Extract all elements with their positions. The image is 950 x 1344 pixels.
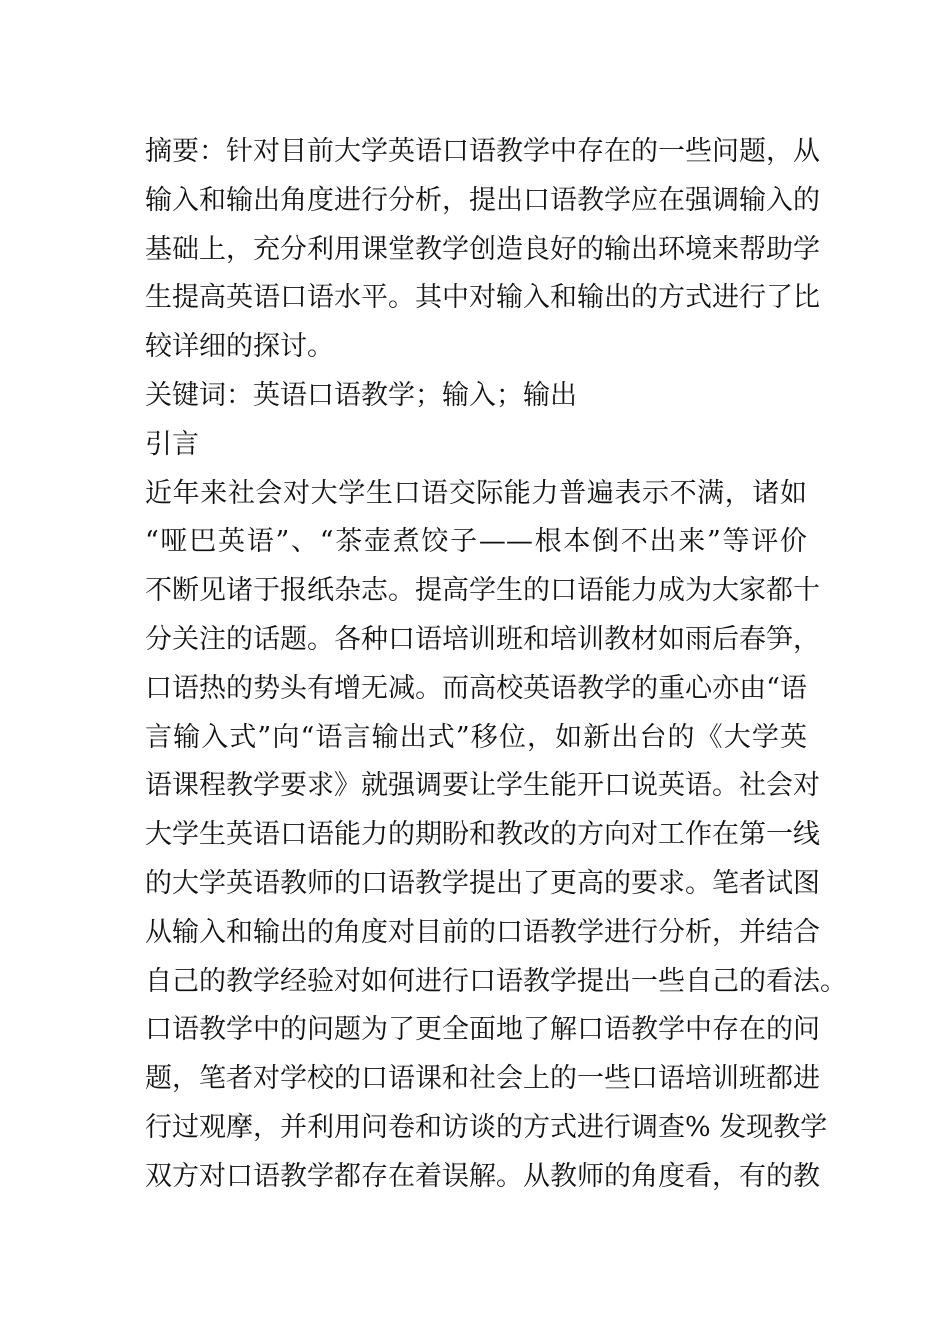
intro-line: 近年来社会对大学生口语交际能力普遍表示不满，诸如 bbox=[145, 477, 807, 509]
document-body bbox=[145, 128, 847, 1202]
abstract-line: 生提高英语口语水平。其中对输入和输出的方式进行了比 bbox=[145, 282, 820, 314]
intro-line: 从输入和输出的角度对目前的口语教学进行分析，并结合 bbox=[145, 916, 820, 948]
abstract-line: 摘要：针对目前大学英语口语教学中存在的一些问题，从 bbox=[145, 136, 820, 167]
intro-line: 不断见诸于报纸杂志。提高学生的口语能力成为大家都十 bbox=[145, 575, 820, 607]
intro-line: 自己的教学经验对如何进行口语教学提出一些自己的看法。 bbox=[145, 965, 847, 997]
abstract-line: 基础上，充分利用课堂教学创造良好的输出环境来帮助学 bbox=[145, 233, 820, 265]
problem-line: 题，笔者对学校的口语课和社会上的一些口语培训班都进 bbox=[145, 1063, 820, 1095]
intro-line: 大学生英语口语能力的期盼和教改的方向对工作在第一线 bbox=[145, 819, 820, 851]
intro-line: 的大学英语教师的口语教学提出了更高的要求。笔者试图 bbox=[145, 867, 820, 899]
intro-line: 分关注的话题。各种口语培训班和培训教材如雨后春笋， bbox=[145, 623, 820, 655]
abstract-line: 输入和输出角度进行分析，提出口语教学应在强调输入的 bbox=[145, 184, 820, 216]
keywords: 关键词：英语口语教学；输入；输出 bbox=[145, 379, 577, 411]
intro-heading: 引言 bbox=[145, 428, 199, 460]
intro-line: 言输入式”向“语言输出式”移位，如新出台的《大学英 bbox=[145, 721, 807, 753]
intro-line: 口语热的势头有增无减。而高校英语教学的重心亦由“语 bbox=[145, 672, 807, 704]
intro-line: 语课程教学要求》就强调要让学生能开口说英语。社会对 bbox=[145, 770, 820, 802]
problem-line: 口语教学中的问题为了更全面地了解口语教学中存在的问 bbox=[145, 1014, 820, 1046]
abstract-line: 较详细的探讨。 bbox=[145, 331, 334, 363]
problem-line: 双方对口语教学都存在着误解。从教师的角度看，有的教 bbox=[145, 1160, 820, 1192]
intro-line: “哑巴英语”、“茶壶煮饺子——根本倒不出来”等评价 bbox=[145, 526, 807, 558]
problem-line: 行过观摩，并利用问卷和访谈的方式进行调查% 发现教学 bbox=[145, 1111, 828, 1143]
